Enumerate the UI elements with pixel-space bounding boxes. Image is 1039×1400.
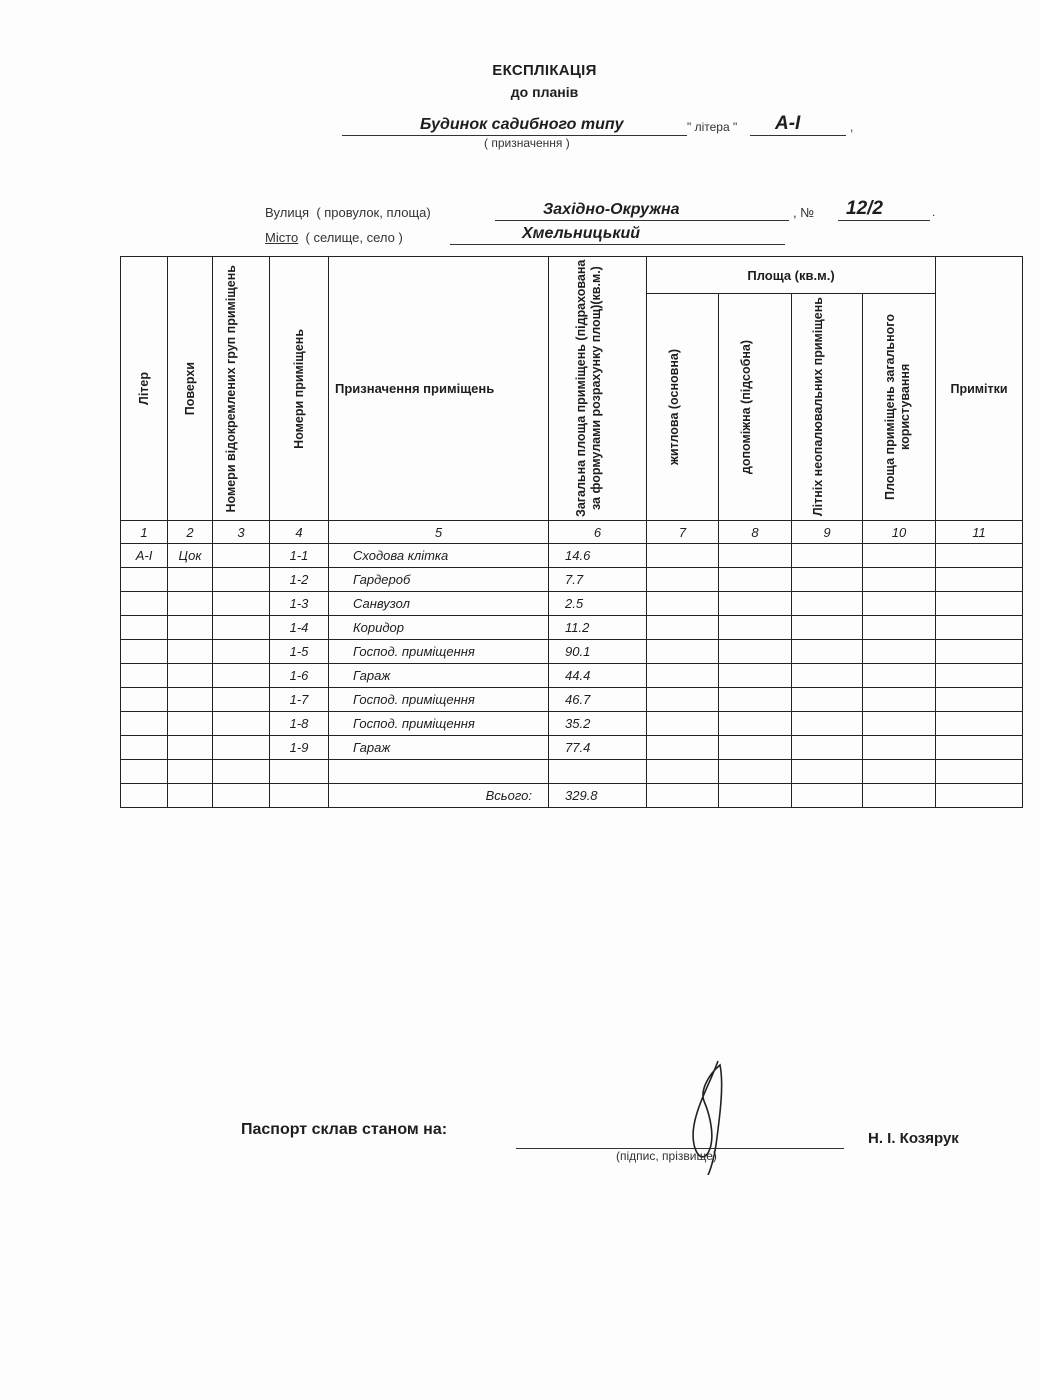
table-row: 1-7 Господ. приміщення 46.7 <box>121 688 1023 712</box>
number-label: , № <box>793 205 815 220</box>
number-comma: . <box>932 205 936 219</box>
signature-image <box>680 1055 740 1175</box>
street-value: Західно-Окружна <box>543 201 680 218</box>
header-floors: Поверхи <box>168 257 213 521</box>
header-notes: Примітки <box>936 257 1023 521</box>
header-liter: Літер <box>121 257 168 521</box>
number-value: 12/2 <box>846 198 883 219</box>
table-row: 1-2 Гардероб 7.7 <box>121 568 1023 592</box>
city-value: Хмельницький <box>522 225 640 242</box>
header-common: Площа приміщень загального користування <box>863 294 936 521</box>
column-number-row: 1 2 3 4 5 6 7 8 9 10 11 <box>121 521 1023 544</box>
header-area-group: Площа (кв.м.) <box>647 257 936 294</box>
street-label: Вулиця ( провулок, площа) <box>265 205 431 220</box>
signature-caption: (підпис, прізвище) <box>616 1149 717 1163</box>
table-row-total <box>121 784 1023 808</box>
table-row: 1-6 Гараж 44.4 <box>121 664 1023 688</box>
table-row: А-І Цок 1-1 Сходова клітка 14.6 <box>121 544 1023 568</box>
purpose-caption: ( призначення ) <box>484 136 570 150</box>
doc-subtitle: до планів <box>510 84 579 100</box>
header-auxiliary: допоміжна (підсобна) <box>719 294 792 521</box>
doc-title: ЕКСПЛІКАЦІЯ <box>492 62 597 79</box>
signer-name: Н. І. Козярук <box>868 1130 959 1147</box>
header-total-area: Загальна площа приміщень (підрахована за формулами розрахунку площ)(кв.м.) <box>549 257 647 521</box>
explication-table <box>120 256 1023 808</box>
city-label: Місто ( селище, село ) <box>265 230 403 245</box>
table-row: 1-3 Санвузол 2.5 <box>121 592 1023 616</box>
header-room-numbers: Номери приміщень <box>270 257 329 521</box>
footer-label: Паспорт склав станом на: <box>241 1121 448 1138</box>
table-row: 1-5 Господ. приміщення 90.1 <box>121 640 1023 664</box>
total-label: Всього: <box>329 784 549 808</box>
litera-value: А-І <box>775 113 801 134</box>
table-row: 1-4 Коридор 11.2 <box>121 616 1023 640</box>
header-purpose: Призначення приміщень <box>329 257 549 521</box>
header-living: житлова (основна) <box>647 294 719 521</box>
purpose-value: Будинок садибного типу <box>420 116 624 133</box>
header-group-numbers: Номери відокремлених груп приміщень <box>213 257 270 521</box>
litera-label: " літера " <box>687 120 738 134</box>
total-value: 329.8 <box>549 784 647 808</box>
header-summer: Літніх неопалювальних приміщень <box>792 294 863 521</box>
table-row: 1-9 Гараж 77.4 <box>121 736 1023 760</box>
table-row-empty <box>121 760 1023 784</box>
litera-comma: , <box>850 120 854 134</box>
table-row: 1-8 Господ. приміщення 35.2 <box>121 712 1023 736</box>
